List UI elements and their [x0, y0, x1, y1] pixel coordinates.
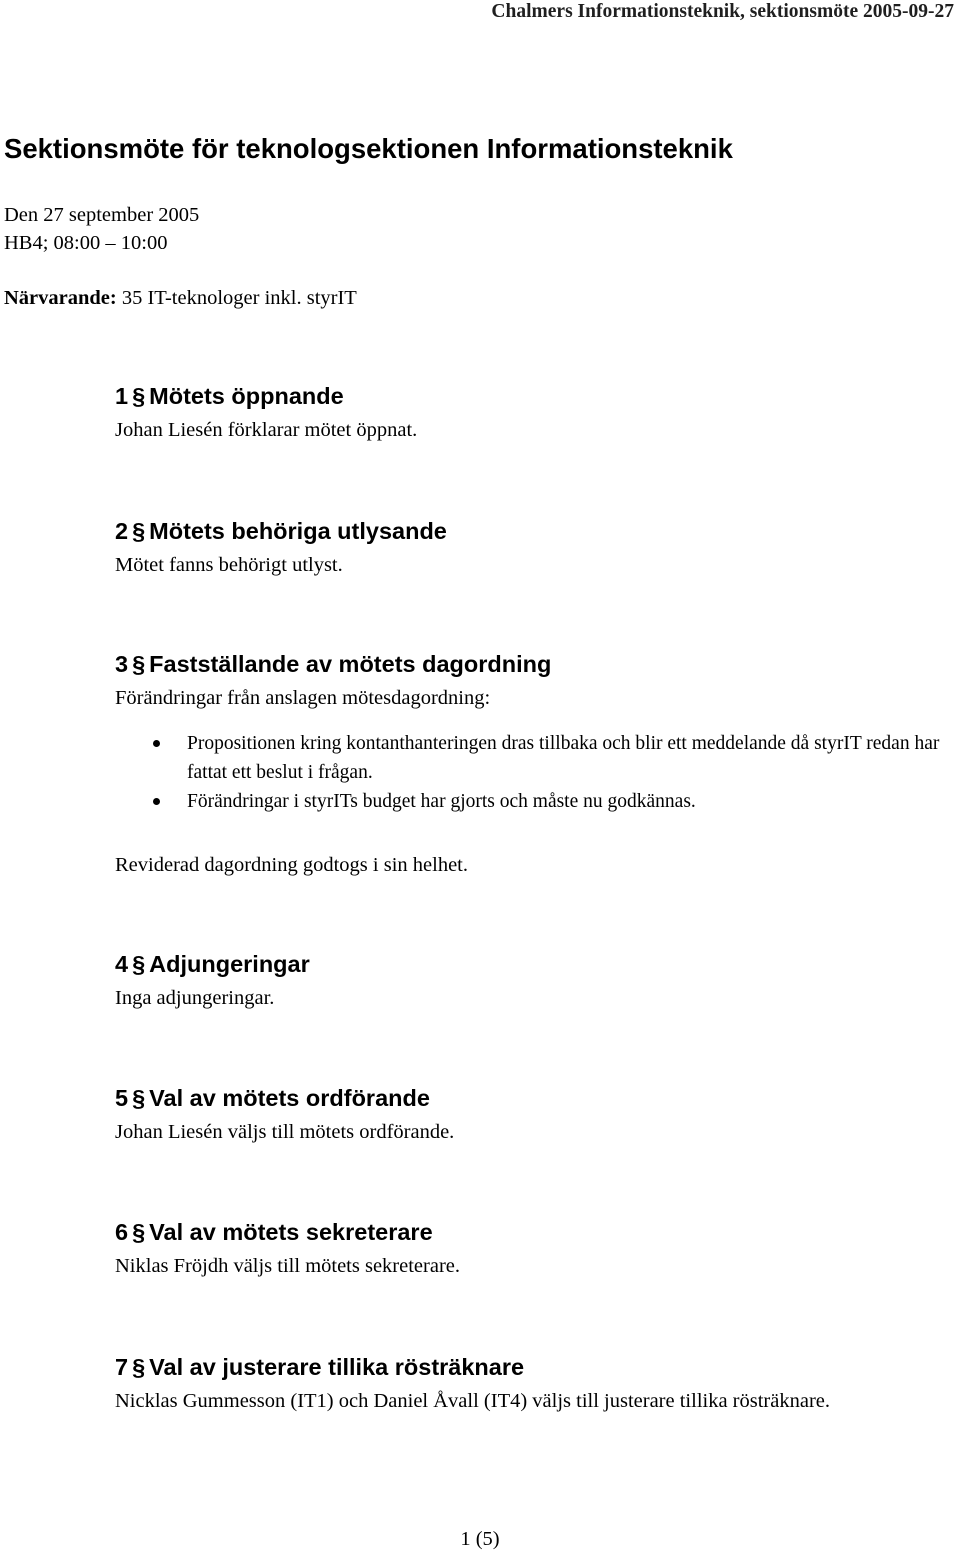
section-title: Mötets öppnande	[149, 383, 344, 409]
section-number: 6	[115, 1219, 129, 1245]
attendance-label: Närvarande:	[4, 287, 117, 309]
section-heading	[115, 1083, 955, 1113]
section-sign-icon: §	[132, 383, 146, 409]
section-sign-icon: §	[132, 1219, 146, 1245]
section-2	[115, 516, 955, 578]
section-title: Val av mötets ordförande	[149, 1085, 430, 1111]
list-item	[115, 787, 955, 816]
section-heading	[115, 1352, 955, 1382]
section-7	[115, 1352, 955, 1414]
page-header: Chalmers Informationsteknik, sektionsmöte 2005-09-27	[491, 1, 954, 22]
document-title: Sektionsmöte för teknologsektionen Informationsteknik	[4, 133, 733, 164]
bullet-icon	[153, 798, 160, 805]
section-number: 5	[115, 1085, 129, 1111]
section-sign-icon: §	[132, 951, 146, 977]
page-number: 1 (5)	[460, 1528, 500, 1550]
section-sign-icon: §	[132, 1085, 146, 1111]
section-number: 3	[115, 651, 129, 677]
section-heading	[115, 649, 955, 679]
section-heading	[115, 381, 955, 411]
section-heading	[115, 1217, 955, 1247]
section-number: 2	[115, 518, 129, 544]
section-sign-icon: §	[132, 1354, 146, 1380]
section-text: Johan Liesén förklarar mötet öppnat.	[115, 419, 418, 441]
section-heading	[115, 516, 955, 546]
section-text: Förändringar från anslagen mötesdagordning:	[115, 687, 491, 709]
meeting-place-time: HB4; 08:00 – 10:00	[4, 232, 168, 254]
list-item-text: Förändringar i styrITs budget har gjorts och måste nu godkännas.	[187, 791, 696, 812]
section-5	[115, 1083, 955, 1145]
attendance-value: 35 IT-teknologer inkl. styrIT	[121, 287, 357, 309]
section-title: Mötets behöriga utlysande	[149, 518, 447, 544]
section-title: Val av mötets sekreterare	[149, 1219, 433, 1245]
list-item	[115, 729, 955, 787]
section-text: Mötet fanns behörigt utlyst.	[115, 554, 343, 576]
section-4	[115, 949, 955, 1011]
section-6	[115, 1217, 955, 1279]
list-item-text: Propositionen kring kontanthanteringen dras tillbaka och blir ett meddelande då styrIT redan har fattat ett beslut i frågan.	[187, 733, 940, 783]
section-number: 7	[115, 1354, 129, 1380]
section-text: Niklas Fröjdh väljs till mötets sekreterare.	[115, 1255, 461, 1277]
section-number: 1	[115, 383, 129, 409]
section-text: Johan Liesén väljs till mötets ordförande.	[115, 1121, 455, 1143]
section-number: 4	[115, 951, 129, 977]
section-heading	[115, 949, 955, 979]
section-sign-icon: §	[132, 651, 146, 677]
section-closing-text: Reviderad dagordning godtogs i sin helhet.	[115, 854, 468, 876]
meeting-date: Den 27 september 2005	[4, 204, 200, 226]
bullet-icon	[153, 740, 160, 747]
section-3	[115, 649, 955, 711]
section-title: Val av justerare tillika rösträknare	[149, 1354, 525, 1380]
section-sign-icon: §	[132, 518, 146, 544]
section-text: Nicklas Gummesson (IT1) och Daniel Åvall (IT4) väljs till justerare tillika rösträknare.	[115, 1390, 831, 1412]
section-title: Fastställande av mötets dagordning	[149, 651, 552, 677]
section-title: Adjungeringar	[149, 951, 310, 977]
bullet-list	[115, 729, 955, 816]
section-1	[115, 381, 955, 443]
attendance	[4, 285, 357, 311]
section-text: Inga adjungeringar.	[115, 987, 275, 1009]
